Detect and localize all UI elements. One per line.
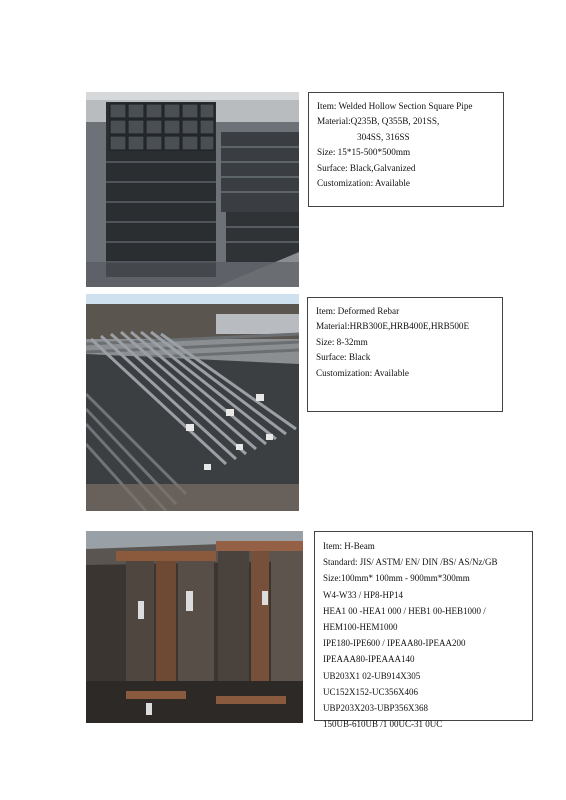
spec-size-ipeaaa: IPEAAA80-IPEAAA140 (323, 654, 415, 665)
deformed-rebar-spec-box (307, 297, 503, 412)
spec-item: Item: Welded Hollow Section Square Pipe (317, 101, 473, 111)
spec-size-w: W4-W33 / HP8-HP14 (323, 589, 403, 600)
spec-customization: Customization: Available (316, 367, 409, 378)
spec-customization: Customization: Available (317, 178, 410, 189)
spec-size-ipe: IPE180-IPE600 / IPEAA80-IPEAA200 (323, 638, 466, 649)
h-beam-photo (86, 531, 303, 723)
spec-material-cont: 304SS, 316SS (357, 131, 410, 142)
spec-size-hem: HEM100-HEM1000 (323, 622, 398, 633)
spec-item: Item: Deformed Rebar (316, 306, 400, 316)
spec-size-ubp: UBP203X203-UBP356X368 (323, 703, 429, 714)
spec-size-ub: UB203X1 02-UB914X305 (323, 670, 421, 681)
spec-size: Size:100mm* 100mm - 900mm*300mm (323, 573, 470, 584)
h-beam-spec-box (314, 531, 533, 730)
square-pipe-photo (86, 92, 299, 287)
spec-size: Size: 8-32mm (316, 336, 368, 347)
square-pipe-spec-box (308, 92, 504, 207)
deformed-rebar-photo (86, 294, 299, 511)
spec-size: Size: 15*15-500*500mm (317, 147, 411, 158)
spec-size-uc: UC152X152-UC356X406 (323, 686, 419, 697)
spec-size-150ub: 150UB-610UB /1 00UC-31 0UC (323, 719, 443, 730)
spec-surface: Surface: Black (316, 352, 371, 363)
spec-material: Material:Q235B, Q355B, 201SS, (317, 116, 440, 127)
spec-surface: Surface: Black,Galvanized (317, 162, 416, 173)
spec-standard: Standard: JIS/ ASTM/ EN/ DIN /BS/ AS/Nz/GB (323, 557, 498, 568)
spec-material: Material:HRB300E,HRB400E,HRB500E (316, 321, 470, 332)
spec-item: Item: H-Beam (323, 541, 375, 551)
spec-size-hea: HEA1 00 -HEA1 000 / HEB1 00-HEB1000 / (323, 605, 486, 616)
